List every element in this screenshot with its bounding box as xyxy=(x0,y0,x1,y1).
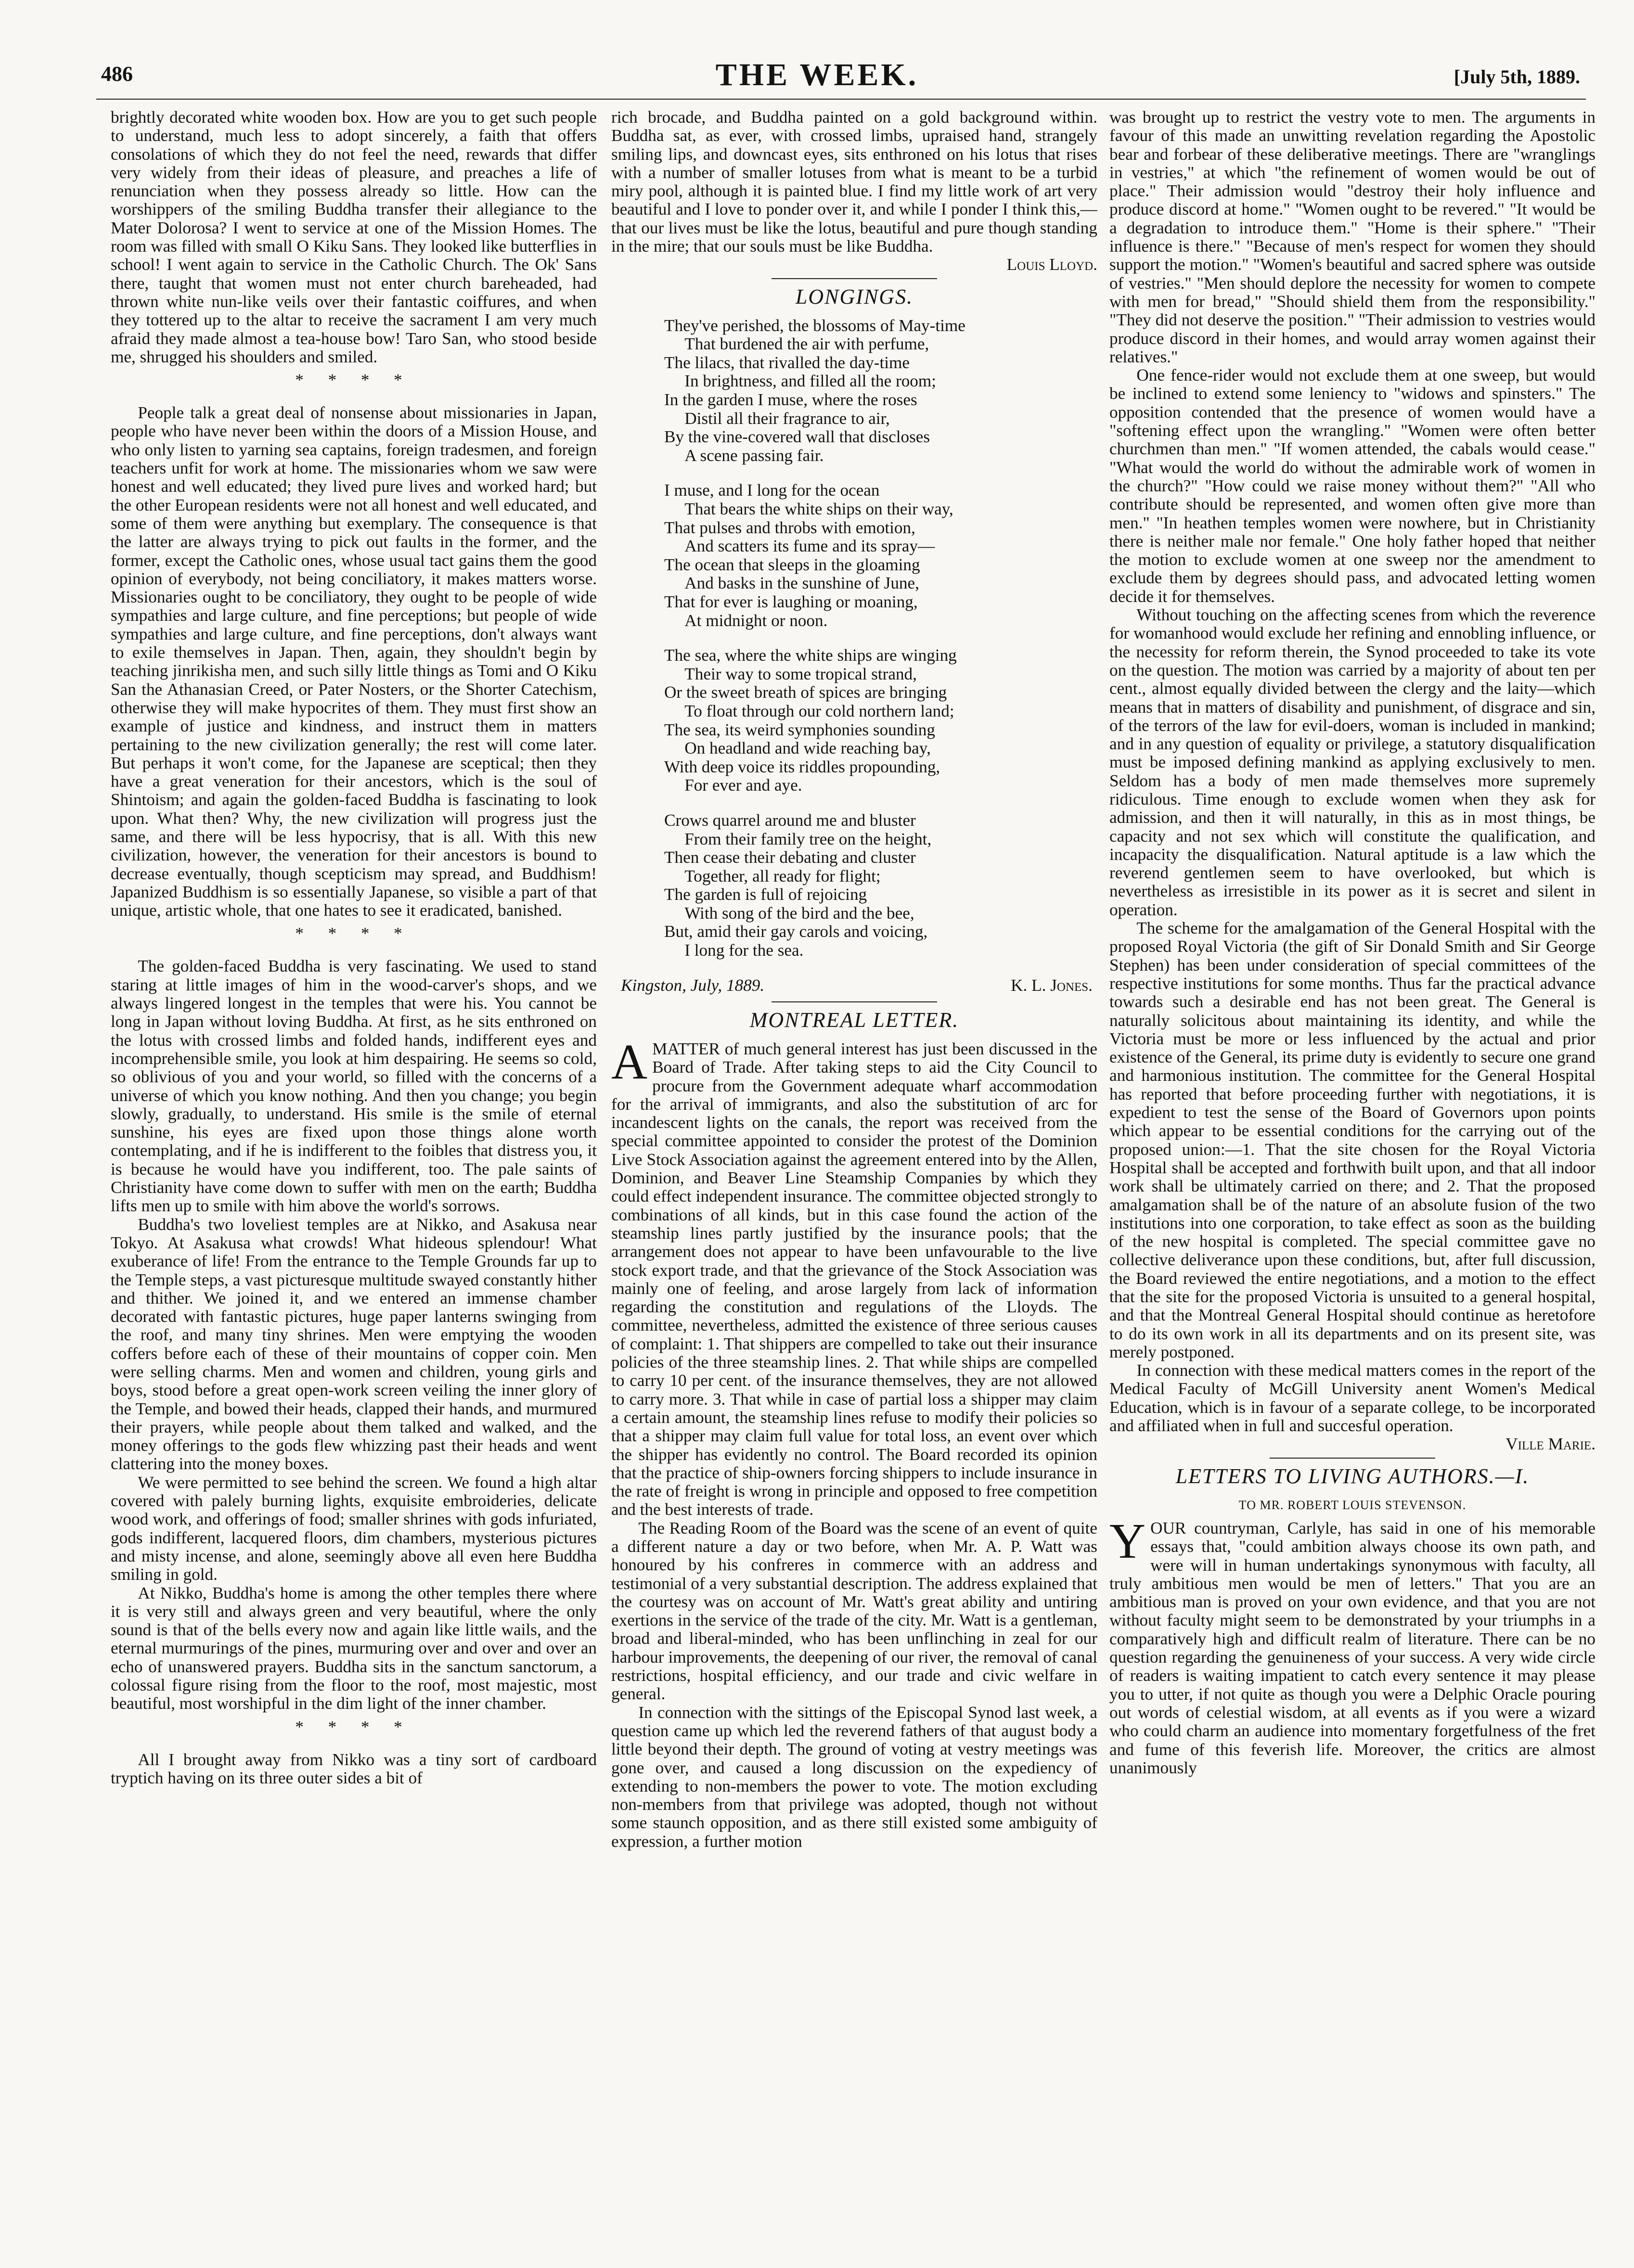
poem-line: For ever and aye. xyxy=(684,776,802,795)
poem-line: Or the sweet breath of spices are bringing xyxy=(664,683,947,702)
paragraph: Without touching on the affecting scenes from which the reverence for womanhood would exclude her refining and ennobling influence, or the necessity for reform therein, the Synod proceeded to take its vote on the question. The motion was carried by a majority of about ten per cent., almost equally divided between the clergy and the laity—which means that in matters of disability and punishment, of disgrace and sin, of the terrors of the law for evil-doers, woman is included in mankind; and in any question of equality or privilege, a statutory disqualification must be imposed defining mankind as applying exclusively to men. Seldom has a body of men made themselves more supremely ridiculous. Time enough to exclude women when they ask for admission, and then it will naturally, in this as in most things, be capacity and not sex which will constitute the qualification, and incapacity the disqualification. Natural aptitude is a law which the reverend gentlemen seem to have overlooked, but which is nevertheless as irresistible in its power as it is secret and silent in operation. xyxy=(1109,605,1595,919)
paragraph: One fence-rider would not exclude them at one sweep, but would be inclined to extend some leniency to "widows and spinsters." The opposition contended that the presence of women would have a "softening effect upon the wrangling." "Women were often better churchmen than men." "If women attended, the cabals would cease." "What would the world do without the admirable work of women in the church?" "How could we raise money without them?" "All who contribute should be represented, and women often give more than men." "In heathen temples women were nowhere, but in Christianity there is neither male nor female." One holy father hoped that neither the motion to exclude women at one sweep nor the amendment to exclude them by degrees should pass, and advocated letting women decide it for themselves. xyxy=(1109,366,1595,606)
poem-line: The lilacs, that rivalled the day-time xyxy=(664,353,910,372)
poem-line: The sea, its weird symphonies sounding xyxy=(664,720,935,739)
poem-footer xyxy=(621,976,1093,995)
section-break: * * * * xyxy=(295,924,412,943)
paragraph: All I brought away from Nikko was a tiny sort of cardboard tryptich having on its three outer sides a bit of xyxy=(111,1750,597,1787)
page-number: 486 xyxy=(101,62,133,86)
poem-stanza xyxy=(664,481,1097,630)
poem-line: On headland and wide reaching bay, xyxy=(684,739,931,758)
poem-line: They've perished, the blossoms of May-time xyxy=(664,316,965,335)
poem-line: Then cease their debating and cluster xyxy=(664,848,916,867)
header-rule xyxy=(96,99,1586,100)
poem-title: LONGINGS. xyxy=(795,284,913,308)
paragraph: The Reading Room of the Board was the scene of an event of quite a different nature a day or two before, when Mr. A. P. Watt was honoured by his confreres in commerce with an address and testimonial of a very substantial description. The address explained that the courtesy was on account of Mr. Watt's great ability and untiring exertions in the service of the trade of the city. Mr. Watt is a gentleman, broad and liberal-minded, who has been unflinching in zeal for our harbour improvements, the deepening of our river, the removal of canal restrictions, hospital efficiency, and our trade and civic welfare in general. xyxy=(611,1518,1097,1704)
drop-cap: Y xyxy=(1109,1513,1146,1569)
column-3 xyxy=(1109,108,1595,2250)
poem-line: Their way to some tropical strand, xyxy=(684,664,917,683)
poem-line: With deep voice its riddles propounding, xyxy=(664,757,940,776)
poem-line: From their family tree on the height, xyxy=(684,829,932,848)
paragraph: brightly decorated white wooden box. How are you to get such people to understand, much less to adopt sincerely, a faith that offers consolations of which they do not feel the need, rewards that differ very widely from their ideas of pleasure, and preaches a life of renunciation when they possess already so little. How can the worshippers of the smiling Buddha transfer their allegiance to the Mater Dolorosa? I went to service at one of the Mission Homes. The room was filled with small O Kiku Sans. They looked like butterflies in school! I went again to service in the Catholic Church. The Ok' Sans there, taught that women must not enter church bareheaded, had thrown white nun-like veils over their fantastic coiffures, and when they tottered up to the altar to receive the sacrament I am very much afraid they made almost a tea-house bow! Taro San, who stood beside me, shrugged his shoulders and smiled. xyxy=(111,108,597,366)
poem-line: A scene passing fair. xyxy=(684,446,824,465)
poem-line: Distil all their fragrance to air, xyxy=(684,409,890,428)
poem-line: That for ever is laughing or moaning, xyxy=(664,592,918,611)
divider xyxy=(1270,1458,1435,1459)
poem-line: Crows quarrel around me and bluster xyxy=(664,810,916,830)
poem-line: In the garden I muse, where the roses xyxy=(664,390,917,410)
poem-line: At midnight or noon. xyxy=(684,611,828,630)
paragraph: Buddha's two loveliest temples are at Nikko, and Asakusa near Tokyo. At Asakusa what crowds! What hideous splendour! What exuberance of life! From the entrance to the Temple Grounds far up to the Temple steps, a vast picturesque multitude swayed constantly hither and thither. We joined it, and we entered an immense chamber decorated with fantastic pictures, huge paper lanterns swinging from the roof, and many tiny shrines. Men were emptying the wooden coffers before each of these of their mountains of copper coin. Men were selling charms. Men and women and children, young girls and boys, stood before a great open-work screen veiling the inner glory of the Temple, and bowed their heads, clapped their hands, and murmured their prayers, while people about them talked and walked, and the money offerings to the gods flew whizzing past their heads and went clattering into the money boxes. xyxy=(111,1215,597,1474)
page-header xyxy=(0,0,1634,106)
poem-stanza xyxy=(664,317,1097,465)
column-2 xyxy=(611,108,1097,2250)
paragraph xyxy=(611,1034,1097,1519)
column-1 xyxy=(111,108,597,2250)
paragraph: The scheme for the amalgamation of the General Hospital with the proposed Royal Victoria (the gift of Sir Donald Smith and Sir George Stephen) has been under consideration of special committees of the respective institutions for some months. Thus far the practical advance towards such a desirable end has not been great. The General is naturally solicitous about maintaining its identity, and while the Victoria must be more or less influenced by the actual and prior existence of the General, its prime duty is evidently to secure one grand and harmonious institution. The committee for the General Hospital has reported that before proceeding further with negotiations, it is expedient to test the sense of the Board of Governors upon points which appear to be essential conditions for the carrying out of the proposed union:—1. That the site chosen for the Royal Victoria Hospital shall be accepted and forthwith built upon, and that all indoor work shall be ultimately carried on there; and 2. That the proposed amalgamation shall be of the nature of an absolute fusion of the two institutions into one corporation, to take effect as soon as the building of the new hospital is completed. The special committee gave no collective deliverance upon these conditions, but, after full discussion, the Board reviewed the entire negotiations, and a motion to the effect that the site for the proposed Victoria is unsuited to a general hospital, and that the Montreal General Hospital should continue as heretofore to do its own work in all its departments and on its present site, was merely postponed. xyxy=(1109,919,1595,1361)
paragraph-text: OUR countryman, Carlyle, has said in one of his memorable essays that, "could ambition always choose its own path, and were will in human undertakings synonymous with faculty, all truly ambitious men would be men of letters." That you are an ambitious man is proved on your own evidence, and that you are not without faculty might seem to be demonstrated by your triumphs in a comparatively high and difficult realm of literature. There can be no question regarding the genuineness of your success. A very wide circle of readers is waiting impatient to catch every sentence it may please you to utter, if not quite as though you were a Delphic Oracle pouring out words of celestial wisdom, at all events as if you were a wizard who could charm an audience into momentary forgetfulness of the fret and fume of this feverish life. Moreover, the critics are almost unanimously xyxy=(1109,1518,1595,1777)
poem-line: That burdened the air with perfume, xyxy=(684,334,929,354)
poem-line: I long for the sea. xyxy=(684,941,804,960)
paragraph: People talk a great deal of nonsense about missionaries in Japan, people who have never been within the doors of a Mission House, and who only listen to yarning sea captains, foreign tradesmen, and foreign teachers unfit for work at home. The missionaries whom we saw were honest and well educated; they lived pure lives and worked hard; but the other European residents were not all honest and well educated, and some of them were anything but exemplary. The consequence is that the latter are always trying to pick out faults in the former, and the former, except the Catholic ones, whose usual tact gains them the good opinion of everybody, not being conciliatory, it makes matters worse. Missionaries ought to be conciliatory, they ought to be people of wide sympathies and large culture, and fine perceptions; but people of wide sympathies and large culture, and fine perceptions, don't always want to exile themselves in Japan. Then, again, they shouldn't begin by teaching jinrikisha men, and such silly little things as Tomi and O Kiku San the Athanasian Creed, or Pater Nosters, or the Shorter Catechism, otherwise they will make hypocrites of them. They must first show an example of justice and kindness, and instruct them in matters pertaining to the new civilization generally; the rest will come later. But perhaps it won't come, for the Japanese are sceptical; then they have a great veneration for their ancestors, which is the soul of Shintoism; and again the golden-faced Buddha is fascinating to look upon. What then? Why, the new civilization will progress just the same, and there will be less hypocrisy, that is all. With this new civilization, however, the veneration for their ancestors is bound to decrease eventually, though scepticism may spread, and Buddhism! Japanized Buddhism is so essentially Japanese, so visible a part of that unique, artistic whole, that one hates to see it eradicated, banished. xyxy=(111,403,597,920)
poem-line: The ocean that sleeps in the gloaming xyxy=(664,555,920,574)
poem-line: Together, all ready for flight; xyxy=(684,866,881,885)
drop-cap: A xyxy=(611,1034,648,1089)
poem-line: But, amid their gay carols and voicing, xyxy=(664,922,928,941)
divider xyxy=(772,278,937,279)
signature: Ville Marie. xyxy=(1505,1435,1595,1454)
paragraph-text: MATTER of much general interest has just been discussed in the Board of Trade. After taking steps to aid the City Council to procure from the Government adequate wharf accommodation for the arrival of immigrants, and also the substitution of arc for incandescent lights on the canals, the report was received from the special committee appointed to consider the protest of the Dominion Live Stock Association against the agreement entered into by the Allen, Dominion, and Beaver Line Steamship Companies by which they could effect independent insurance. The committee objected strongly to combinations of all kinds, but in this case found the action of the steamship lines partly justified by the insurance pools; that the arrangement does not appear to have been unfavourable to the live stock export trade, and that the grievance of the Stock Association was mainly one of feeling, and arose largely from lack of information regarding the constitution and regulations of the Lloyds. The committee, nevertheless, admitted the existence of three serious causes of complaint: 1. That shippers are compelled to take out their insurance policies of the three steamship lines. 2. That while ships are compelled to carry 10 per cent. of the insurance themselves, they are not allowed to carry more. 3. That while in case of partial loss a shipper may claim a certain amount, the steamship lines refuse to modify their policies so that a shipper may claim full value for total loss, an event over which the shipper has evidently no control. The Board recorded its opinion that the practice of ship-owners forcing shippers to include insurance in the rate of freight is wrong in principle and opposed to free competition and the best interests of trade. xyxy=(611,1039,1097,1519)
paragraph xyxy=(1109,1513,1595,1777)
paragraph: At Nikko, Buddha's home is among the other temples there where it is very still and always green and very beautiful, where the only sound is that of the bells every now and again like little wails, and the eternal murmurings of the pines, murmuring over and over and over an echo of unanswered prayers. Buddha sits in the sanctum sanctorum, a colossal figure rising from the floor to the roof, most majestic, most beautiful, most worshipful in the dim light of the inner chamber. xyxy=(111,1583,597,1713)
poem-author: K. L. Jones. xyxy=(1011,975,1093,995)
poem-line: To float through our cold northern land; xyxy=(684,701,954,720)
poem-line: And scatters its fume and its spray— xyxy=(684,537,935,556)
section-break: * * * * xyxy=(295,1717,412,1736)
poem-line: In brightness, and filled all the room; xyxy=(684,372,937,391)
journal-title: THE WEEK. xyxy=(715,57,919,92)
signature: Louis Lloyd. xyxy=(1006,255,1097,274)
section-title: LETTERS TO LIVING AUTHORS.—I. xyxy=(1175,1464,1530,1488)
poem-stanza xyxy=(664,811,1097,960)
paragraph: was brought up to restrict the vestry vote to men. The arguments in favour of this made an unwitting revelation regarding the Apostolic bear and forbear of these deliberative meetings. There are "wranglings in vestries," at which "the refinement of women would be out of place." Their admission would "destroy their holy influence and produce discord at home." "Women ought to be revered." "It would be a degradation to introduce them." "Home is their sphere." "Their influence is there." "Because of men's respect for women they should support the motion." "Women's beautiful and sacred sphere was outside of vestries." "Men should deplore the necessity for women to compete with men for bread," "Should shield them from the responsibility." "They did not deserve the position." "Their admission to vestries would produce discord in their homes, and would array women against their relatives." xyxy=(1109,108,1595,366)
poem-line: The garden is full of rejoicing xyxy=(664,885,867,904)
paragraph: In connection with these medical matters comes in the report of the Medical Faculty of McGill University anent Women's Medical Education, which is in favour of a separate college, to be incorporated and affiliated when in full and succesful operation. xyxy=(1109,1361,1595,1435)
poem-line: I muse, and I long for the ocean xyxy=(664,481,880,500)
divider xyxy=(772,1001,937,1002)
dedication-line: TO MR. ROBERT LOUIS STEVENSON. xyxy=(1238,1498,1467,1512)
poem-line: That bears the white ships on their way, xyxy=(684,500,953,519)
paragraph: The golden-faced Buddha is very fascinating. We used to stand staring at little images of him in the wood-carver's shops, and we always lingered longest in the temples that were his. You cannot be long in Japan without loving Buddha. At first, as he sits enthroned on the lotus with crossed limbs and folded hands, indifferent eyes and incomprehensible smile, you look at him despairing. He seems so cold, so oblivious of you and your world, so filled with the concerns of a universe of which you know nothing. And then you change; you begin slowly, gradually, to understand. His smile is the smile of eternal sunshine, his eyes are fixed upon those things alone worth contemplating, and if he is indifferent to the foibles that distress you, it is because he would have you indifferent, too. The pale saints of Christianity have come down to suffer with men on the earth; Buddha lifts men up to smile with him above the world's sorrows. xyxy=(111,957,597,1216)
section-title: MONTREAL LETTER. xyxy=(749,1008,959,1032)
issue-date: [July 5th, 1889. xyxy=(1454,66,1580,88)
poem-line: And basks in the sunshine of June, xyxy=(684,574,919,593)
poem-line: By the vine-covered wall that discloses xyxy=(664,427,930,447)
paragraph: We were permitted to see behind the screen. We found a high altar covered with palely burning lights, exquisite embroideries, delicate wood work, and offerings of food; smaller shrines with gods infuriated, gods indifferent, lacquered floors, dim chambers, mysterious pictures and misty incense, and alone, seemingly above all even here Buddha smiling in gold. xyxy=(111,1473,597,1584)
section-break: * * * * xyxy=(295,371,412,390)
poem-stanza xyxy=(664,646,1097,795)
poem-line: With song of the bird and the bee, xyxy=(684,903,914,923)
paragraph: rich brocade, and Buddha painted on a gold background within. Buddha sat, as ever, with crossed limbs, upraised hand, strangely smiling lips, and downcast eyes, sits enthroned on his lotus that rises with a number of smaller lotuses from what is meant to be a turbid miry pool, although it is painted blue. I find my little work of art very beautiful and I love to ponder over it, and while I ponder I think this,—that our lives must be like the lotus, beautiful and pure though standing in the mire; that our souls must be like Buddha. xyxy=(611,108,1097,256)
poem-place: Kingston, July, 1889. xyxy=(621,975,765,995)
poem-line: The sea, where the white ships are winging xyxy=(664,646,957,665)
paragraph: In connection with the sittings of the Episcopal Synod last week, a question came up which led the reverend fathers of that august body a little beyond their depth. The ground of voting at vestry meetings was gone over, and caused a long discussion on the expediency of extending to non-members the power to vote. The motion excluding non-members from that privilege was adopted, though not without some staunch opposition, and as there still existed some ambiguity of expression, a further motion xyxy=(611,1703,1097,1851)
poem-line: That pulses and throbs with emotion, xyxy=(664,518,915,537)
